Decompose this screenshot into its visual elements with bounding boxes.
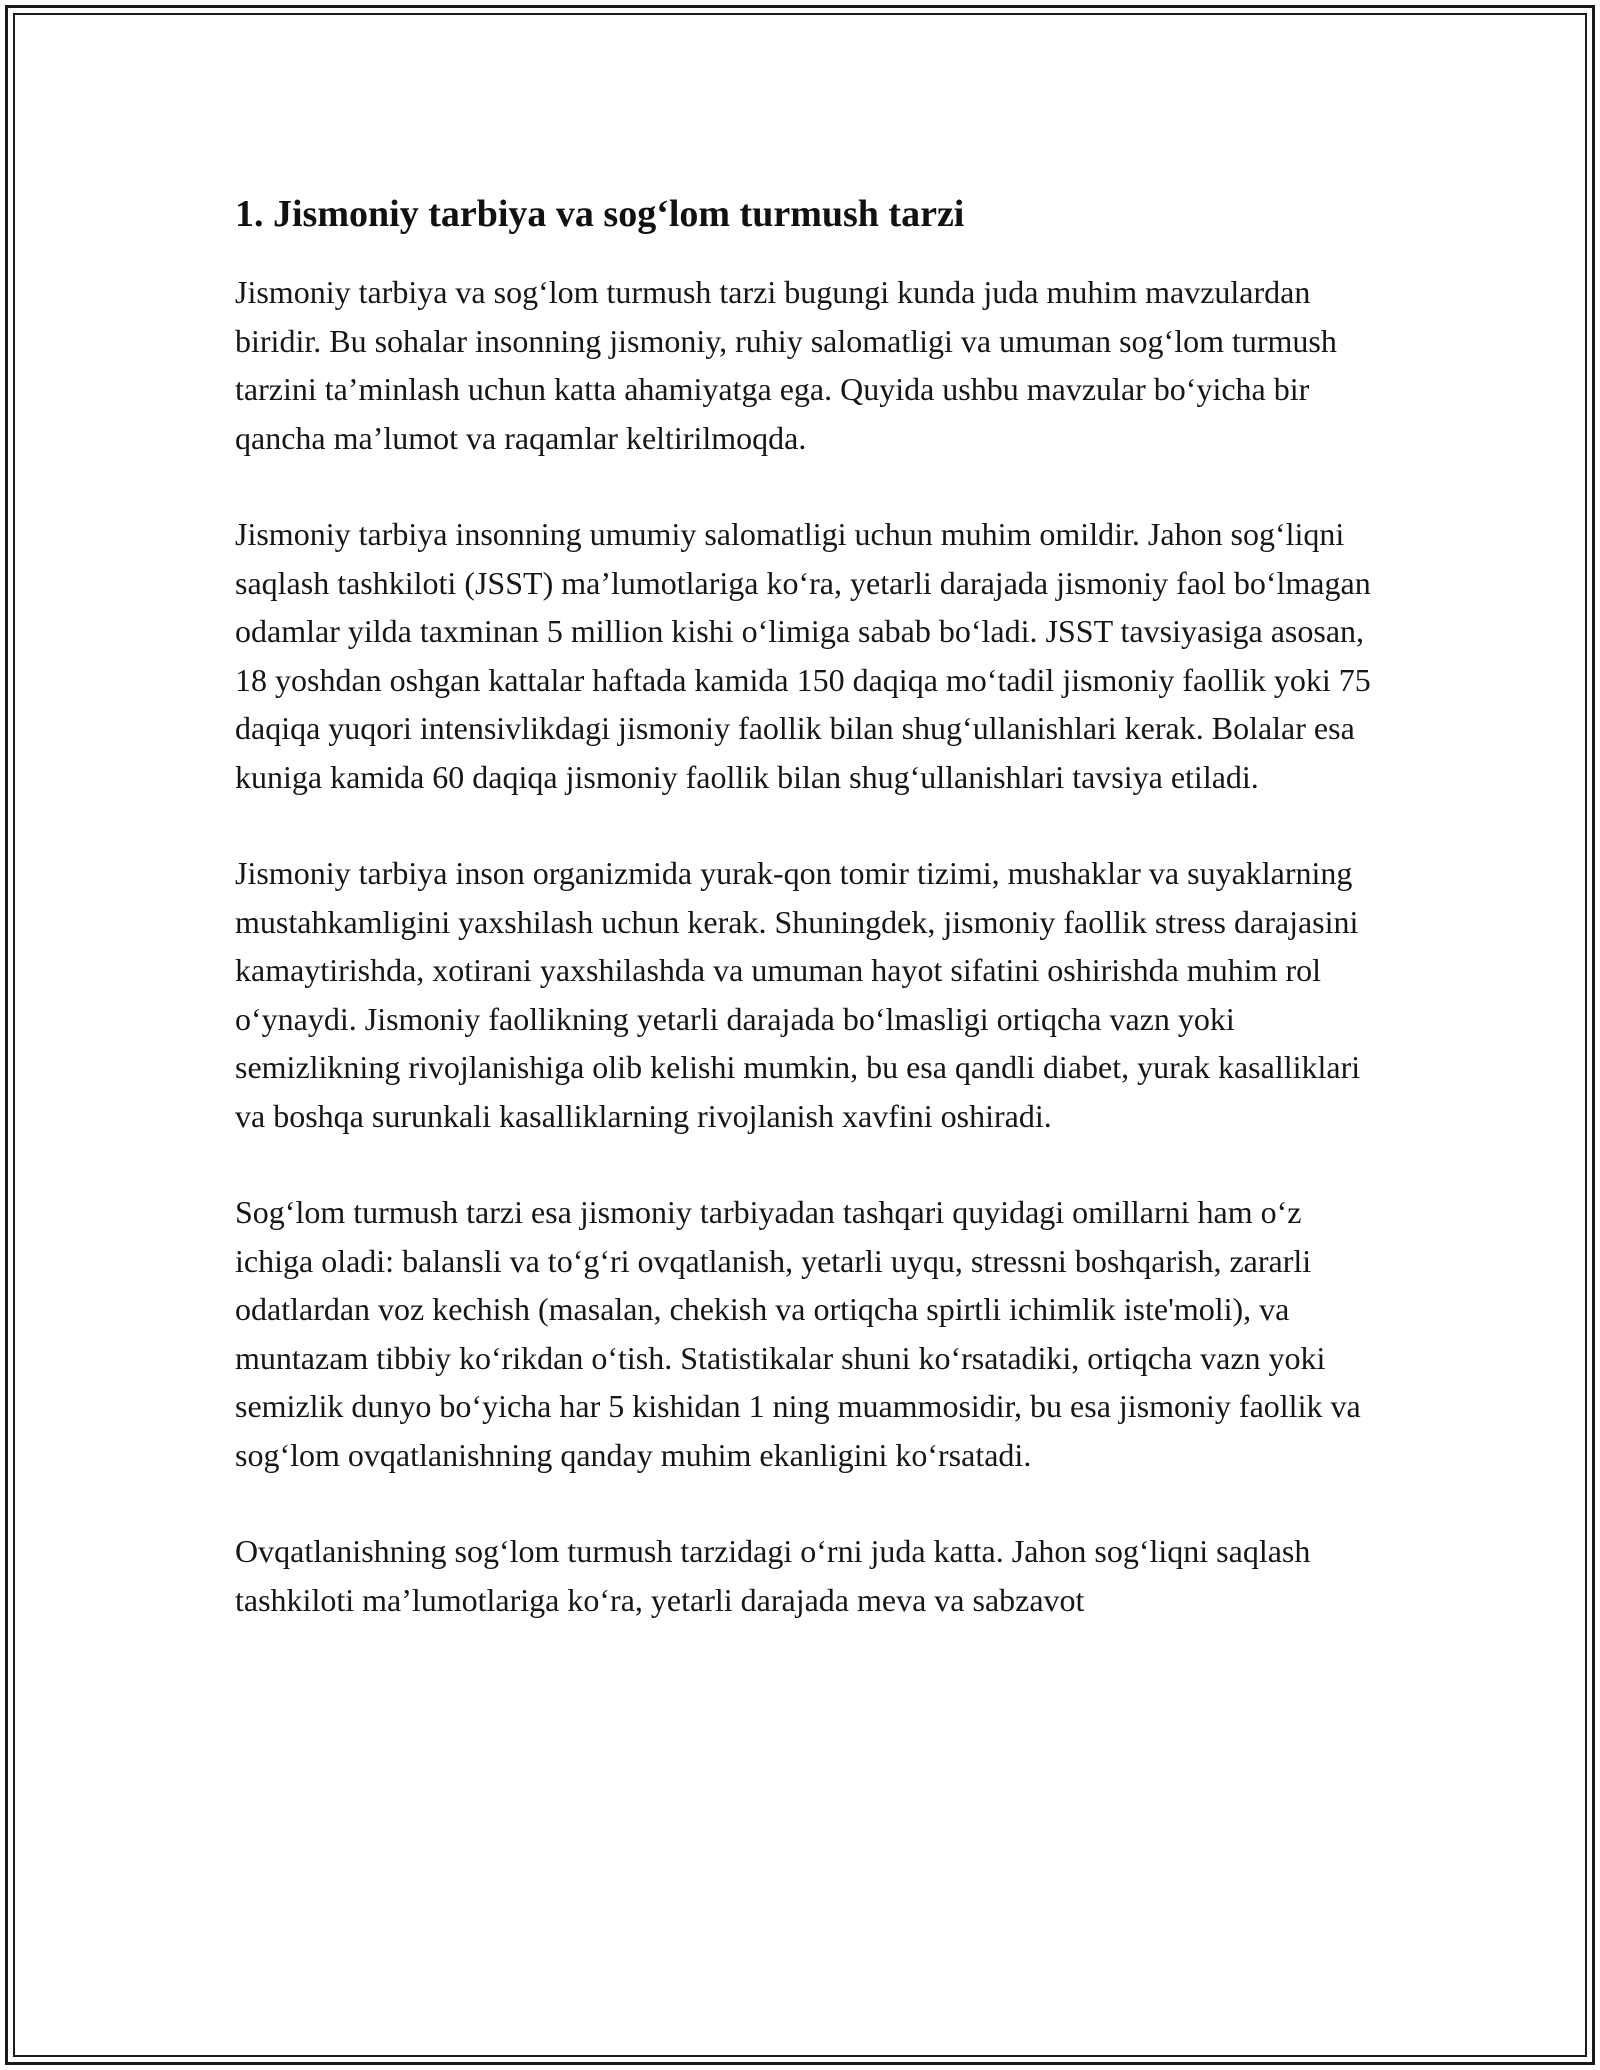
- paragraph-physical-activity: Jismoniy tarbiya insonning umumiy salomatligi uchun muhim omildir. Jahon sog‘liqni saqlash tashkiloti (JSST) ma’lumotlariga ko‘ra, yetarli darajada jismoniy faol bo‘lmagan odamlar yilda taxminan 5 million kishi o‘limiga sabab bo‘ladi. JSST tavsiyasiga asosan, 18 yoshdan oshgan kattalar haftada kamida 150 daqiqa mo‘tadil jismoniy faollik yoki 75 daqiqa yuqori intensivlikdagi jismoniy faollik bilan shug‘ullanishlari kerak. Bolalar esa kuniga kamida 60 daqiqa jismoniy faollik bilan shug‘ullanishlari tavsiya etiladi.: [235, 516, 1371, 795]
- section-heading: 1. Jismoniy tarbiya va sog‘lom turmush tarzi: [235, 193, 965, 235]
- paragraph-nutrition: Ovqatlanishning sog‘lom turmush tarzidagi o‘rni juda katta. Jahon sog‘liqni saqlash tashkiloti ma’lumotlariga ko‘ra, yetarli darajada meva va sabzavot: [235, 1533, 1311, 1618]
- paragraph-healthy-lifestyle: Sog‘lom turmush tarzi esa jismoniy tarbiyadan tashqari quyidagi omillarni ham o‘z ichiga oladi: balansli va to‘g‘ri ovqatlanish, yetarli uyqu, stressni boshqarish, zararli odatlardan voz kechish (masalan, chekish va ortiqcha spirtli ichimlik iste'moli), va muntazam tibbiy ko‘rikdan o‘tish. Statistikalar shuni ko‘rsatadiki, ortiqcha vazn yoki semizlik dunyo bo‘yicha har 5 kishidan 1 ning muammosidir, bu esa jismoniy faollik va sog‘lom ovqatlanishning qanday muhim ekanligini ko‘rsatadi.: [235, 1194, 1361, 1473]
- paragraph-health-benefits: Jismoniy tarbiya inson organizmida yurak-qon tomir tizimi, mushaklar va suyaklarning mustahkamligini yaxshilash uchun kerak. Shuningdek, jismoniy faollik stress darajasini kamaytirishda, xotirani yaxshilashda va umuman hayot sifatini oshirishda muhim rol o‘ynaydi. Jismoniy faollikning yetarli darajada bo‘lmasligi ortiqcha vazn yoki semizlikning rivojlanishiga olib kelishi mumkin, bu esa qandli diabet, yurak kasalliklari va boshqa surunkali kasalliklarning rivojlanish xavfini oshiradi.: [235, 855, 1361, 1134]
- paragraph-intro: Jismoniy tarbiya va sog‘lom turmush tarzi bugungi kunda juda muhim mavzulardan biridir. Bu sohalar insonning jismoniy, ruhiy salomatligi va umuman sog‘lom turmush tarzini ta’minlash uchun katta ahamiyatga ega. Quyida ushbu mavzular bo‘yicha bir qancha ma’lumot va raqamlar keltirilmoqda.: [235, 274, 1337, 456]
- document-body: [235, 190, 1385, 1672]
